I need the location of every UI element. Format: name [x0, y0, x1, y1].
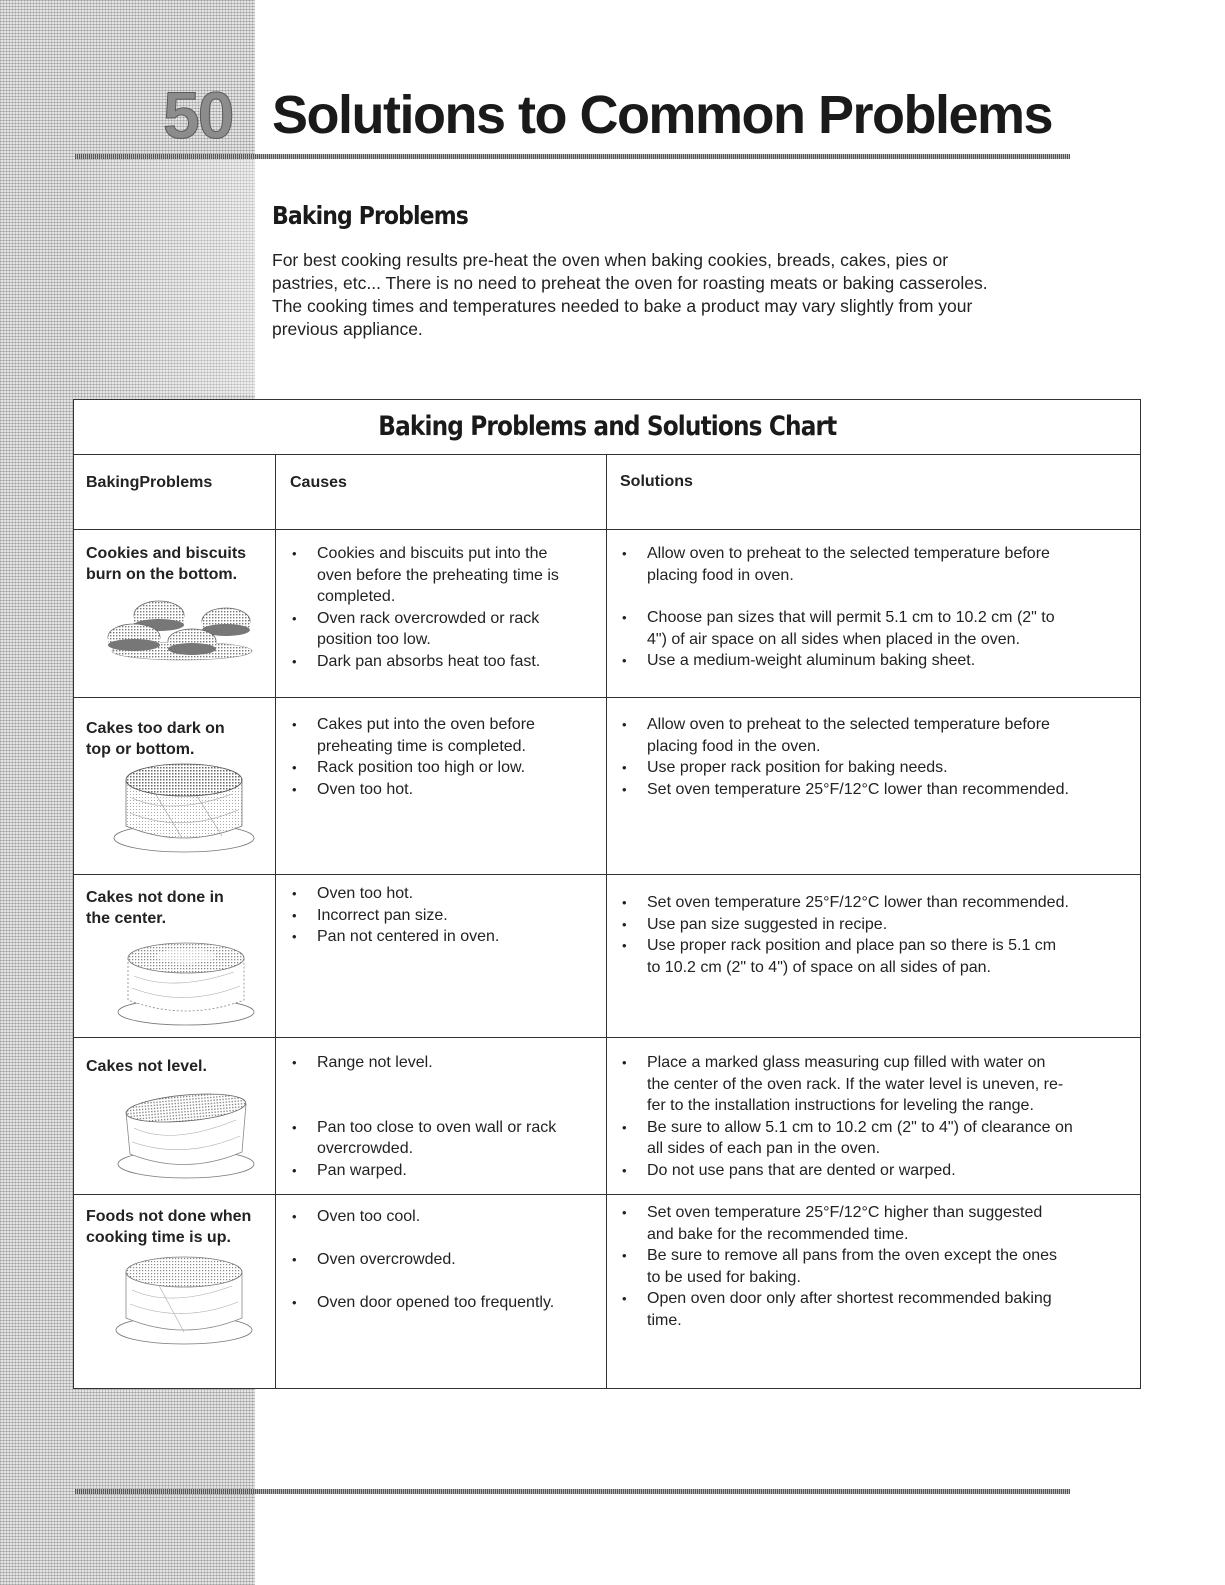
solution-item: • Be sure to allow 5.1 cm to 10.2 cm (2" to 4") of clearance on all sides of each pan in the oven. [620, 1117, 1135, 1160]
cause-item: • Oven too hot. [290, 779, 600, 801]
header-solutions: Solutions [620, 473, 693, 490]
intro-line: previous appliance. [272, 319, 423, 339]
cause-item: • Oven rack overcrowded or rack position too low. [290, 608, 600, 651]
cause-item: • Oven too cool. [290, 1206, 610, 1228]
causes-list [290, 1206, 610, 1314]
undone-cake-icon [114, 938, 259, 1028]
solution-item: • Use pan size suggested in recipe. [620, 914, 1135, 936]
solution-item: • Do not use pans that are dented or warped. [620, 1160, 1135, 1182]
header-causes: Causes [290, 474, 347, 491]
intro-paragraph [272, 249, 1072, 341]
header-baking-problems: BakingProblems [86, 474, 213, 491]
row-divider [74, 697, 1140, 698]
cause-item: • Oven overcrowded. [290, 1249, 610, 1271]
solution-item: • Use a medium-weight aluminum baking sheet. [620, 650, 1135, 672]
cause-item: • Rack position too high or low. [290, 757, 600, 779]
solutions-list [620, 543, 1135, 672]
cause-item: • Oven door opened too frequently. [290, 1292, 610, 1314]
cause-item: • Cakes put into the oven before preheating time is completed. [290, 714, 600, 757]
cause-item: • Dark pan absorbs heat too fast. [290, 651, 600, 673]
cause-item: • Pan not centered in oven. [290, 926, 600, 948]
solutions-list [620, 892, 1135, 978]
solution-item: • Set oven temperature 25°F/12°C lower than recommended. [620, 779, 1135, 801]
solution-item: • Be sure to remove all pans from the oven except the ones to be used for baking. [620, 1245, 1135, 1288]
solutions-list [620, 1202, 1135, 1331]
solution-item: • Choose pan sizes that will permit 5.1 cm to 10.2 cm (2" to 4") of air space on all sides when placed in the oven. [620, 607, 1135, 650]
row-divider [74, 1037, 1140, 1038]
page-number: 50 [163, 78, 233, 152]
solution-item: • Open oven door only after shortest recommended baking time. [620, 1288, 1135, 1331]
solution-item: • Place a marked glass measuring cup filled with water on the center of the oven rack. If the water level is uneven, re- fer to the installation instructions for leveling the range. [620, 1052, 1135, 1117]
intro-line: For best cooking results pre-heat the oven when baking cookies, breads, cakes, pies or [272, 250, 949, 270]
problem-label: Cakes not level. [86, 1058, 207, 1075]
solution-item: • Use proper rack position for baking needs. [620, 757, 1135, 779]
solution-item: • Use proper rack position and place pan so there is 5.1 cm to 10.2 cm (2" to 4") of space on all sides of pan. [620, 935, 1135, 978]
cause-item: • Pan too close to oven wall or rack overcrowded. [290, 1117, 610, 1160]
solution-item: • Allow oven to preheat to the selected temperature before placing food in oven. [620, 543, 1135, 586]
top-divider [75, 154, 1070, 159]
cause-item: • Oven too hot. [290, 883, 600, 905]
problem-label: Foods not done when cooking time is up. [86, 1208, 252, 1246]
cookies-icon [104, 593, 259, 663]
causes-list [290, 714, 600, 800]
chart-title: Baking Problems and Solutions Chart [74, 400, 1140, 455]
cake-icon [112, 1252, 262, 1348]
solutions-list [620, 1052, 1135, 1181]
problem-label: Cakes not done in the center. [86, 889, 224, 927]
section-heading: Baking Problems [272, 201, 468, 230]
uneven-cake-icon [112, 1090, 262, 1182]
causes-list [290, 883, 600, 948]
solution-item: • Set oven temperature 25°F/12°C lower than recommended. [620, 892, 1135, 914]
causes-list [290, 1052, 610, 1181]
intro-line: The cooking times and temperatures needed to bake a product may vary slightly from your [272, 296, 973, 316]
solution-item: • Allow oven to preheat to the selected temperature before placing food in the oven. [620, 714, 1135, 757]
bottom-divider [75, 1489, 1070, 1494]
cause-item: • Pan warped. [290, 1160, 610, 1182]
row-divider [74, 1194, 1140, 1195]
page-title: Solutions to Common Problems [272, 85, 1053, 145]
problem-label: Cookies and biscuits burn on the bottom. [86, 545, 247, 583]
column-divider [275, 455, 276, 1388]
intro-line: pastries, etc... There is no need to preheat the oven for roasting meats or baking casseroles. [272, 273, 988, 293]
problem-label: Cakes too dark on top or bottom. [86, 720, 225, 758]
row-divider [74, 874, 1140, 875]
causes-list [290, 543, 600, 672]
solutions-list [620, 714, 1135, 800]
problems-solutions-chart [73, 399, 1141, 1389]
cause-item: • Cookies and biscuits put into the oven before the preheating time is completed. [290, 543, 600, 608]
row-divider [74, 529, 1140, 530]
cause-item: • Range not level. [290, 1052, 610, 1074]
cause-item: • Incorrect pan size. [290, 905, 600, 927]
dark-cake-icon [112, 758, 262, 856]
solution-item: • Set oven temperature 25°F/12°C higher than suggested and bake for the recommended time. [620, 1202, 1135, 1245]
